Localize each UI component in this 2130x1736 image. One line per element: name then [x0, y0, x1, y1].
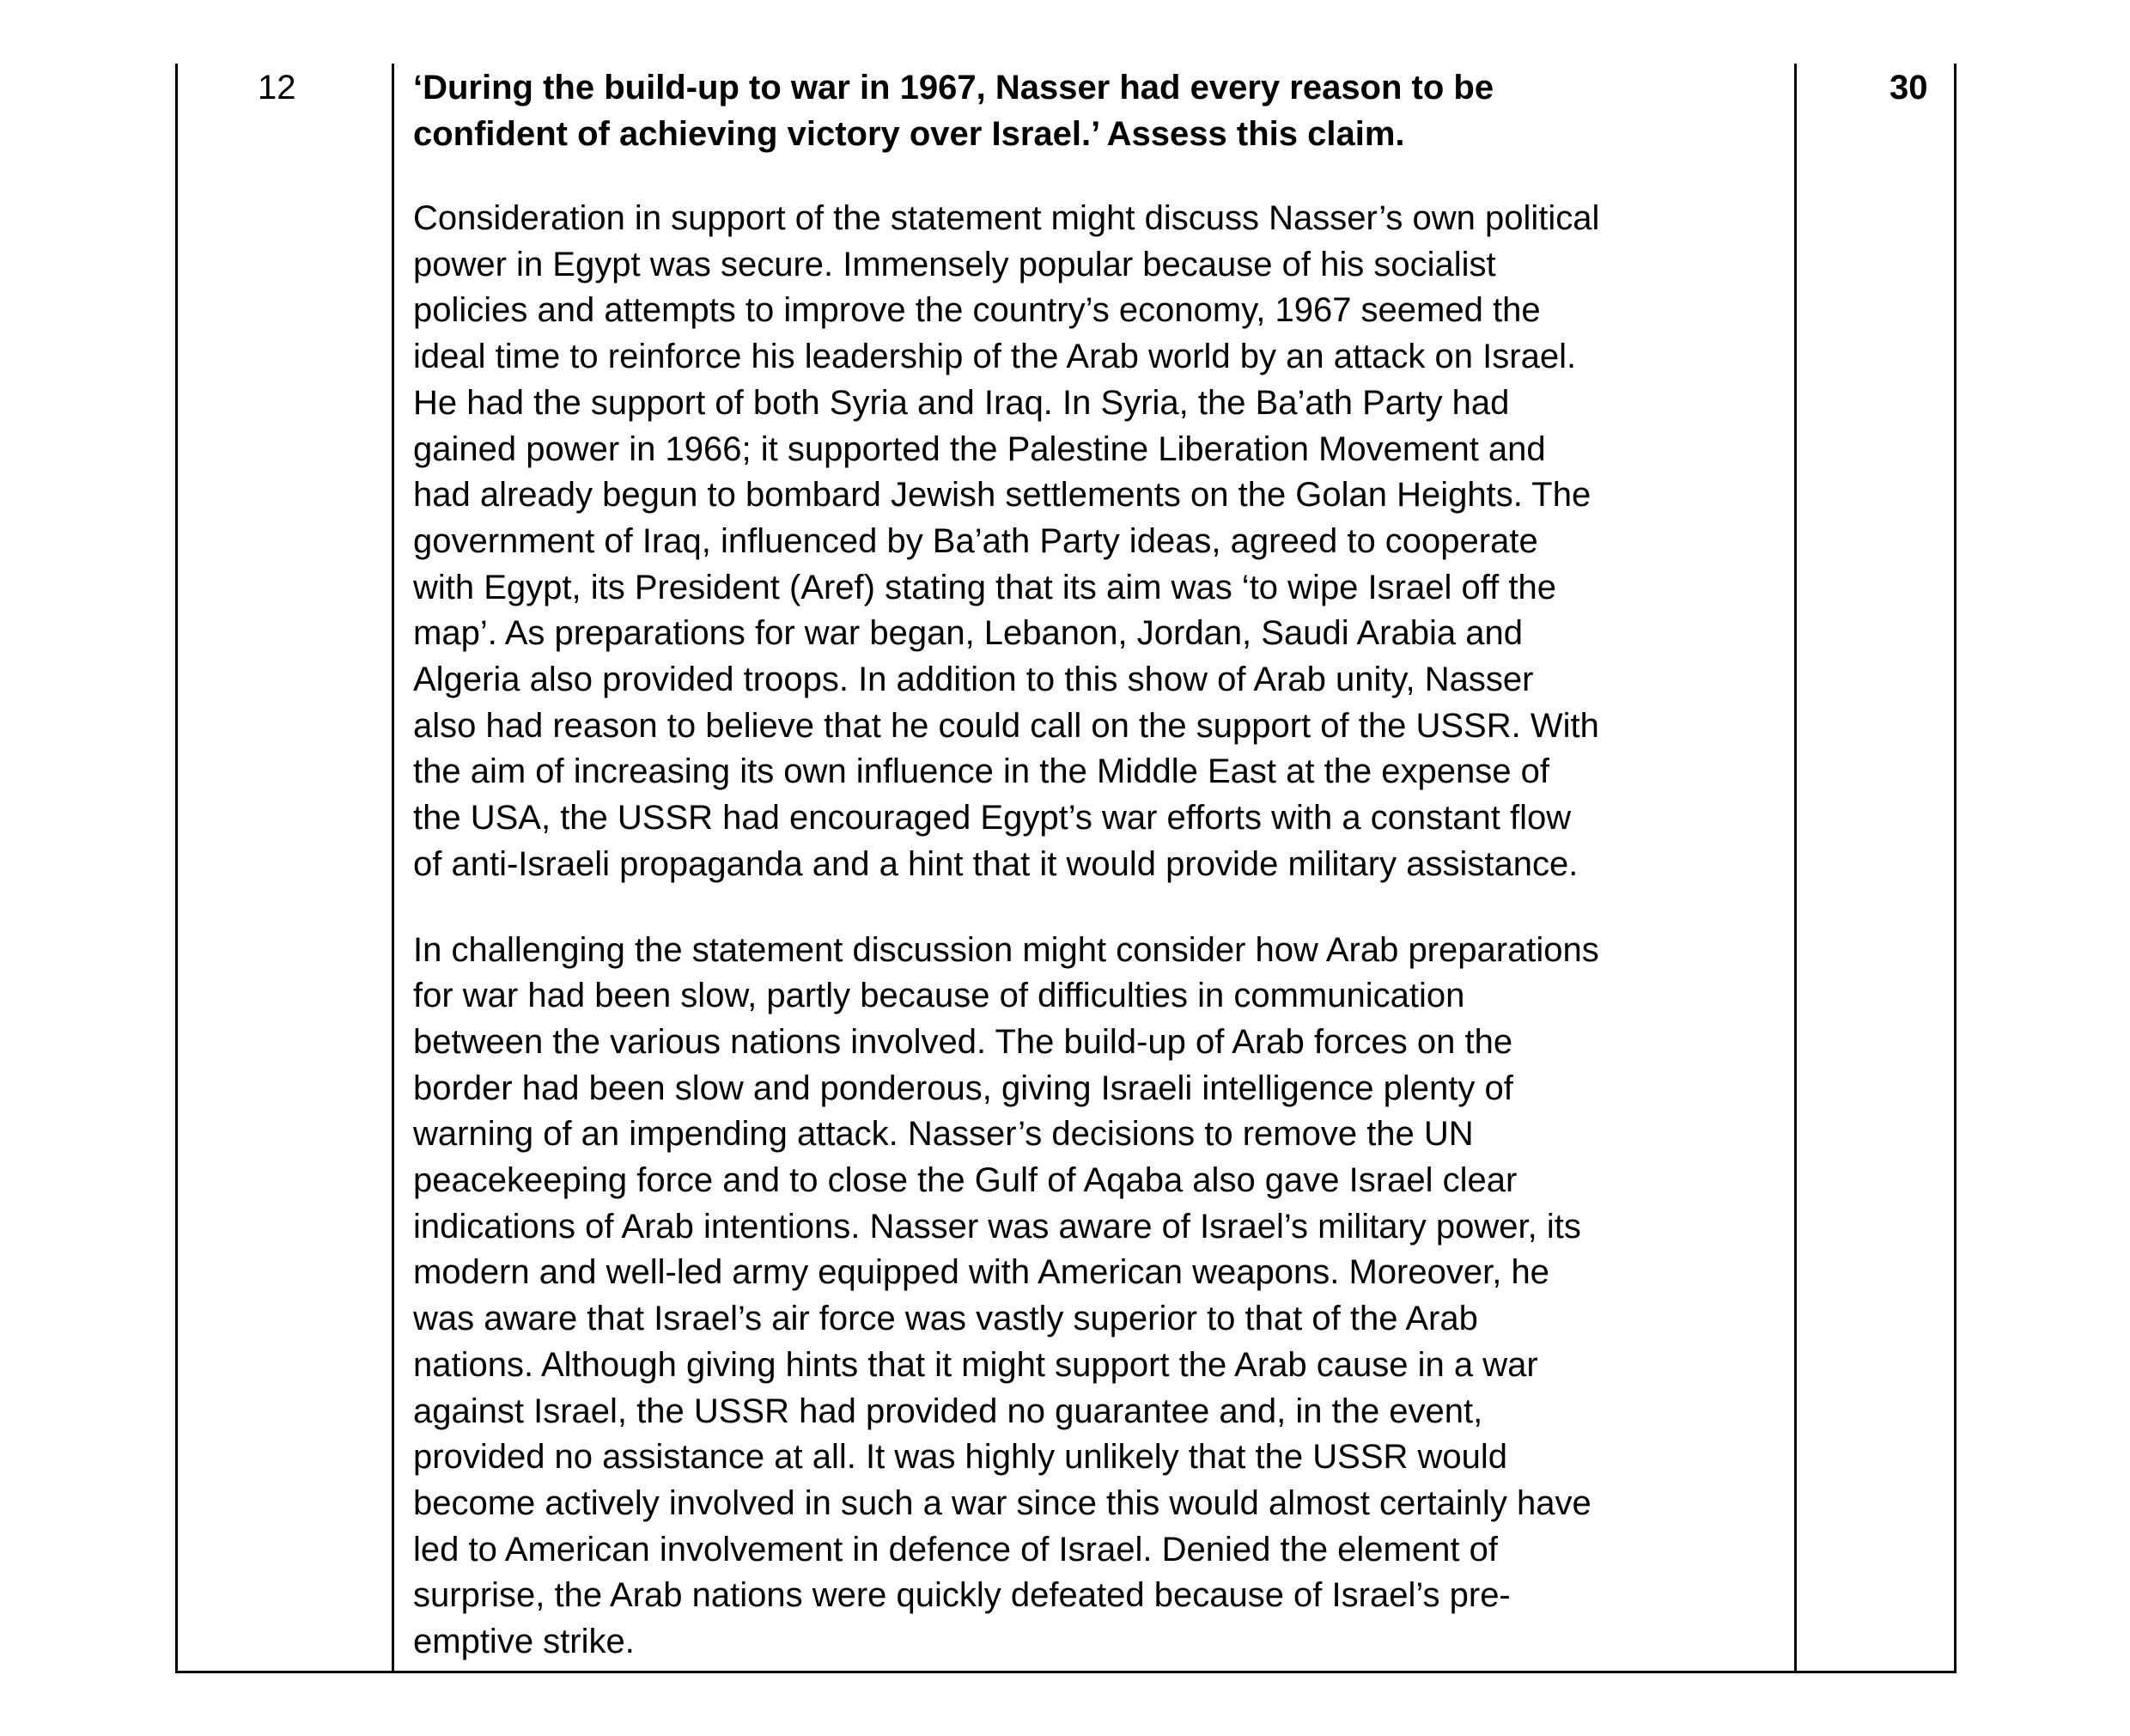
answer-paragraph-challenge: In challenging the statement discussion might consider how Arab preparations for war had been slow, partly because of difficulties in communication between the various nations involved. The build-up of Arab forces on the border had been slow and ponderous, giving Israeli intelligence plenty of warning of an impending attack. Nasser’s decisions to remove the UN peacekeeping force and to close the Gulf of Aqaba also gave Israel clear indications of Arab intentions. Nasser was aware of Israel’s military power, its modern and well-led army equipped with American weapons. Moreover, he was aware that Israel’s air force was vastly superior to that of the Arab nations. Although giving hints that it might support the Arab cause in a war against Israel, the USSR had provided no guarantee and, in the event, provided no assistance at all. It was highly unlikely that the USSR would become actively involved in such a war since this would almost certainly have led to American involvement in defence of Israel. Denied the element of surprise, the Arab nations were quickly defeated because of Israel’s pre- emptive strike.	[413, 930, 1599, 1661]
table-left-border	[175, 64, 178, 1673]
question-prompt: ‘During the build-up to war in 1967, Nasser had every reason to be confident of achieving victory over Israel.’ Assess this claim.	[413, 69, 1494, 153]
table-right-border	[1954, 64, 1957, 1673]
column-divider-1	[392, 64, 394, 1673]
answer-cell	[413, 64, 1787, 1666]
question-number: 12	[258, 69, 296, 107]
table-bottom-border	[175, 1671, 1957, 1673]
marks-value: 30	[1890, 69, 1928, 107]
answer-paragraph-support: Consideration in support of the statement might discuss Nasser’s own political power in Egypt was secure. Immensely popular because of his socialist policies and attempts to improve the country’s economy, 1967 seemed the ideal time to reinforce his leadership of the Arab world by an attack on Israel. He had the support of both Syria and Iraq. In Syria, the Ba’ath Party had gained power in 1966; it supported the Palestine Liberation Movement and had already begun to bombard Jewish settlements on the Golan Heights. The government of Iraq, influenced by Ba’ath Party ideas, agreed to cooperate with Egypt, its President (Aref) stating that its aim was ‘to wipe Israel off the map’. As preparations for war began, Lebanon, Jordan, Saudi Arabia and Algeria also provided troops. In addition to this show of Arab unity, Nasser also had reason to believe that he could call on the support of the USSR. With the aim of increasing its own influence in the Middle East at the expense of the USA, the USSR had encouraged Egypt’s war efforts with a constant flow of anti-Israeli propaganda and a hint that it would provide military assistance.	[413, 199, 1600, 883]
column-divider-2	[1794, 64, 1797, 1673]
